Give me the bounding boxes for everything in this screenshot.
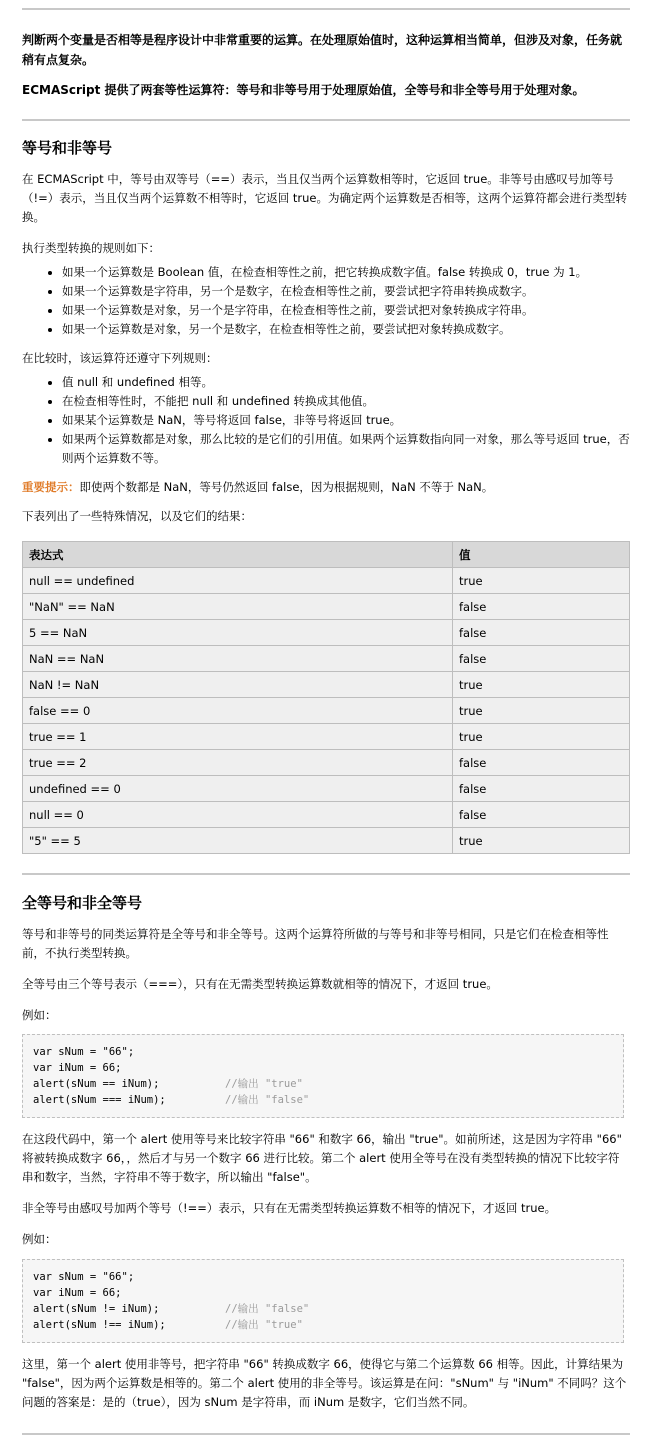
table-row	[23, 620, 630, 646]
table-header-row	[23, 542, 630, 568]
table-row	[23, 594, 630, 620]
section-paragraph: 这里，第一个 alert 使用非等号，把字符串 "66" 转换成数字 66，使得它与第二个运算数 66 相等。因此，计算结果为 "false"，因为两个运算数是相等的。第二个 alert 使用的非全等号。该运算是在问："sNum" 与 "iNum" 不同吗？这个问题的答案是：是的（true），因为 sNum 是字符串，而 iNum 是数字，它们当然不同。	[22, 1357, 627, 1409]
list-item: • 如果一个运算数是对象，另一个是字符串，在检查相等性之前，要尝试把对象转换成字符串。	[62, 301, 630, 320]
compare-rules-list	[22, 373, 630, 468]
section-paragraph: 全等号由三个等号表示（===），只有在无需类型转换运算数就相等的情况下，才返回 true。	[22, 977, 498, 991]
expression-cell: 5 == NaN	[23, 620, 453, 646]
code-comment: //输出 "false"	[225, 1094, 310, 1106]
value-cell: false	[453, 620, 630, 646]
tip-text: 即使两个数都是 NaN，等号仍然返回 false，因为根据规则，NaN 不等于 NaN。	[79, 480, 494, 494]
section-identity-summary	[22, 1355, 630, 1412]
list-item: • 如果某个运算数是 NaN，等号将返回 false，非等号将返回 true。	[62, 411, 630, 430]
divider	[22, 8, 630, 10]
expression-cell: null == undefined	[23, 568, 453, 594]
value-cell: false	[453, 646, 630, 672]
table-row	[23, 750, 630, 776]
section-paragraph: 非全等号由感叹号加两个等号（!==）表示，只有在无需类型转换运算数不相等的情况下，才返回 true。	[22, 1201, 557, 1215]
list-item: • 如果一个运算数是 Boolean 值，在检查相等性之前，把它转换成数字值。false 转换成 0，true 为 1。	[62, 263, 630, 282]
code-comment: //输出 "true"	[225, 1319, 303, 1331]
divider	[22, 1433, 630, 1435]
code-line	[23, 1060, 623, 1076]
list-item: • 如果一个运算数是字符串，另一个是数字，在检查相等性之前，要尝试把字符串转换成数字。	[62, 282, 630, 301]
section-equality	[22, 138, 630, 526]
section-identity	[22, 893, 630, 1025]
code-statement: var iNum = 66;	[33, 1062, 122, 1074]
expression-cell: NaN == NaN	[23, 646, 453, 672]
code-example-2	[22, 1259, 624, 1343]
conversion-rules-list	[22, 263, 630, 339]
list-item: • 如果一个运算数是对象，另一个是数字，在检查相等性之前，要尝试把对象转换成数字。	[62, 320, 630, 339]
value-cell: true	[453, 828, 630, 854]
table-row	[23, 698, 630, 724]
code-line	[23, 1044, 623, 1060]
expression-cell: undefined == 0	[23, 776, 453, 802]
code-statement: alert(sNum !== iNum);	[33, 1319, 166, 1331]
column-header-expression: 表达式	[23, 542, 453, 568]
section-title: 等号和非等号	[22, 139, 113, 157]
table-row	[23, 672, 630, 698]
comparison-table	[22, 541, 630, 854]
intro-section	[22, 30, 630, 100]
value-cell: true	[453, 568, 630, 594]
code-statement: var sNum = "66";	[33, 1271, 135, 1283]
expression-cell: true == 2	[23, 750, 453, 776]
important-tip	[22, 478, 630, 497]
value-cell: true	[453, 672, 630, 698]
code-statement: alert(sNum == iNum);	[33, 1078, 160, 1090]
expression-cell: null == 0	[23, 802, 453, 828]
value-cell: true	[453, 698, 630, 724]
intro-paragraph-1: 判断两个变量是否相等是程序设计中非常重要的运算。在处理原始值时，这种运算相当简单，但涉及对象，任务就稍有点复杂。	[22, 33, 623, 67]
comparison-table-wrap	[22, 541, 630, 854]
expression-cell: true == 1	[23, 724, 453, 750]
list-item: • 如果两个运算数都是对象，那么比较的是它们的引用值。如果两个运算数指向同一对象，那么等号返回 true，否则两个运算数不等。	[62, 430, 630, 468]
code-line	[23, 1301, 623, 1317]
section-identity-continued	[22, 1130, 630, 1249]
section-paragraph: 在 ECMAScript 中，等号由双等号（==）表示，当且仅当两个运算数相等时，它返回 true。非等号由感叹号加等号（!=）表示，当且仅当两个运算数不相等时，它返回 true。为确定两个运算数是否相等，这两个运算符都会进行类型转换。	[22, 172, 627, 224]
value-cell: false	[453, 750, 630, 776]
code-statement: alert(sNum != iNum);	[33, 1303, 160, 1315]
list-item: • 在检查相等性时，不能把 null 和 undefined 转换成其他值。	[62, 392, 630, 411]
rules-intro: 执行类型转换的规则如下：	[22, 241, 160, 255]
value-cell: false	[453, 776, 630, 802]
divider	[22, 873, 630, 875]
code-statement: alert(sNum === iNum);	[33, 1094, 166, 1106]
expression-cell: NaN != NaN	[23, 672, 453, 698]
section-title: 全等号和非全等号	[22, 894, 143, 912]
code-statement: var sNum = "66";	[33, 1046, 135, 1058]
table-row	[23, 776, 630, 802]
table-row	[23, 646, 630, 672]
table-row	[23, 802, 630, 828]
column-header-value: 值	[453, 542, 630, 568]
section-paragraph: 等号和非等号的同类运算符是全等号和非全等号。这两个运算符所做的与等号和非等号相同，只是它们在检查相等性前，不执行类型转换。	[22, 927, 609, 960]
example-label: 例如：	[22, 1008, 57, 1022]
tip-label: 重要提示：	[22, 480, 80, 494]
code-example-1	[22, 1034, 624, 1118]
value-cell: false	[453, 802, 630, 828]
list-item: • 值 null 和 undefined 相等。	[62, 373, 630, 392]
intro-paragraph-2: ECMAScript 提供了两套等性运算符：等号和非等号用于处理原始值，全等号和非全等号用于处理对象。	[22, 83, 585, 97]
expression-cell: "5" == 5	[23, 828, 453, 854]
expression-cell: false == 0	[23, 698, 453, 724]
code-comment: //输出 "false"	[225, 1303, 310, 1315]
expression-cell: "NaN" == NaN	[23, 594, 453, 620]
table-row	[23, 568, 630, 594]
code-line	[23, 1076, 623, 1092]
example-label: 例如：	[22, 1232, 57, 1246]
table-row	[23, 724, 630, 750]
code-statement: var iNum = 66;	[33, 1287, 122, 1299]
code-line	[23, 1092, 623, 1108]
table-intro: 下表列出了一些特殊情况，以及它们的结果：	[22, 509, 252, 523]
code-comment: //输出 "true"	[225, 1078, 303, 1090]
value-cell: true	[453, 724, 630, 750]
divider	[22, 119, 630, 121]
code-line	[23, 1317, 623, 1333]
code-line	[23, 1269, 623, 1285]
section-paragraph: 在这段代码中，第一个 alert 使用等号来比较字符串 "66" 和数字 66，输出 "true"。如前所述，这是因为字符串 "66" 将被转换成数字 66，，然后才与另一个数字 66 进行比较。第二个 alert 使用全等号在没有类型转换的情况下比较字符串和数字，当然，字符串不等于数字，所以输出 "false"。	[22, 1132, 622, 1184]
table-row	[23, 828, 630, 854]
code-line	[23, 1285, 623, 1301]
value-cell: false	[453, 594, 630, 620]
compare-intro: 在比较时，该运算符还遵守下列规则：	[22, 351, 218, 365]
